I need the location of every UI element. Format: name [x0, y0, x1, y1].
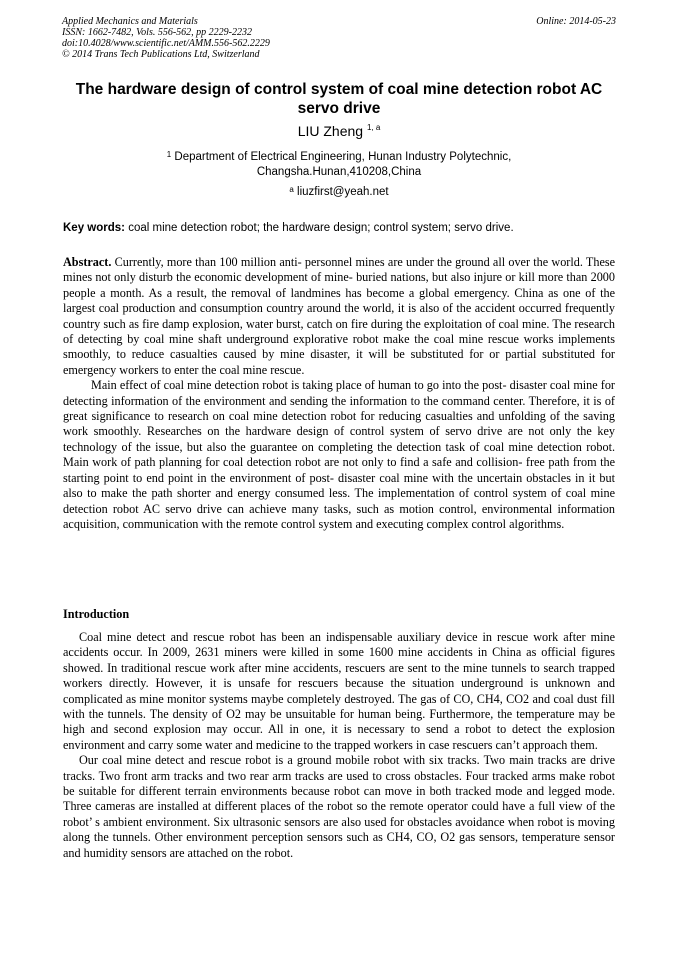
journal-name: Applied Mechanics and Materials [62, 16, 198, 27]
email-superscript: a [289, 185, 294, 194]
introduction-heading: Introduction [63, 607, 130, 621]
online-date: Online: 2014-05-23 [536, 16, 616, 27]
doi-line: doi:10.4028/www.scientific.net/AMM.556-562.2229 [62, 38, 270, 49]
affiliation-line-1 [0, 150, 678, 165]
keywords-label: Key words: [63, 222, 125, 234]
affiliation-superscript: 1 [166, 150, 172, 159]
abstract-text-1: Currently, more than 100 million anti- personnel mines are under the ground all over the world. These mines not only disturb the economic development of mine- buried nations, but also injure or kill more than 2000 people a month. As a result, the removal of landmines has become a global emergency. China as one of the largest coal production and consumption country around the world, it is also of the accident occurred frequently country such as fire damp explosion, water burst, catch on fire during the exploitation of coal mine. The research of detecting by coal mine shaft underground explorative robot make the coal mine rescue works implements smoothly, to reduce casualties caused by mine disaster, it will be substituted for or partial substituted for emergency workers to enter the coal mine rescue. [63, 255, 615, 377]
author-email [0, 185, 678, 200]
affiliation-text: Department of Electrical Engineering, Hunan Industry Polytechnic, [174, 151, 512, 163]
keywords-text: coal mine detection robot; the hardware design; control system; servo drive. [125, 222, 514, 234]
introduction-paragraph-1: Coal mine detect and rescue robot has been an indispensable auxiliary device in rescue work after mine accidents occur. In 2009, 2631 miners were killed in some 1600 mine accidents in China as official figures showed. In traditional rescue work after mine accidents, rescuers are sent to the mine tunnels to search trapped workers directly. However, it is unsafe for rescuers because the situation underground is unknown and complicated as mine monitor systems maybe completely destroyed. The gas of CO, CH4, CO2 and coal dust fill with the tunnels. The density of O2 may be unsuitable for human being. Furthermore, the temperature may be high and second explosion may occur. All in one, it is necessary to send a robot to detect the explosion environment and carry some water and medicine to the trapped workers in case rescuers can’t approach them. [63, 630, 615, 752]
paper-title: The hardware design of control system of coal mine detection robot AC servo drive [75, 81, 603, 117]
abstract [63, 255, 615, 532]
copyright-line: © 2014 Trans Tech Publications Ltd, Switzerland [62, 49, 260, 60]
affiliation [0, 150, 678, 180]
issn-line: ISSN: 1662-7482, Vols. 556-562, pp 2229-2232 [62, 27, 252, 38]
abstract-label: Abstract. [63, 255, 112, 269]
email-text: liuzfirst@yeah.net [297, 186, 389, 198]
author-superscript: 1, a [366, 123, 381, 132]
introduction-paragraph-2: Our coal mine detect and rescue robot is a ground mobile robot with six tracks. Two main tracks are drive tracks. Two front arm tracks and two rear arm tracks are used to cross obstacles. Four tracked arms make robot be suitable for different terrain environments because robot can move in both tracked mode and legged mode. Three cameras are installed at different places of the robot so the remote operator could have a full view of the robot’ s ambient environment. Six ultrasonic sensors are also used for obstacles avoidance when robot is moving along the tunnels. Other environment perception sensors such as CH4, CO, O2 gas sensors, temperature sensor and humidity sensors are attached on the robot. [63, 753, 615, 860]
affiliation-line-2: Changsha.Hunan,410208,China [256, 166, 422, 178]
introduction [63, 630, 615, 861]
author-line [0, 123, 678, 139]
abstract-paragraph-2: Main effect of coal mine detection robot is taking place of human to go into the post- disaster coal mine for detecting information of the environment and sending the information to the command center. Therefore, it is of great significance to research on coal mine detection robot for reducing casualties and unfolding of the saving work smoothly. Researches on the hardware design of control system of servo drive are not only the key technology of the issue, but also the guarantee on completing the detection task of coal mine detection robot. Main work of path planning for coal detection robot are not only to find a safe and collision- free path from the starting point to end point in the environment of post- disaster coal mine with the uncertain obstacles in it but also to make the path shorter and energy consumed less. The implementation of control system of coal mine detection robot AC servo drive can achieve many tasks, such as motion control, environmental information acquisition, communication with the remote control system and executing complex control algorithms. [63, 378, 615, 531]
author-name: LIU Zheng [297, 123, 364, 139]
keywords [63, 221, 615, 236]
abstract-paragraph-1 [63, 255, 615, 378]
journal-header [62, 16, 616, 60]
